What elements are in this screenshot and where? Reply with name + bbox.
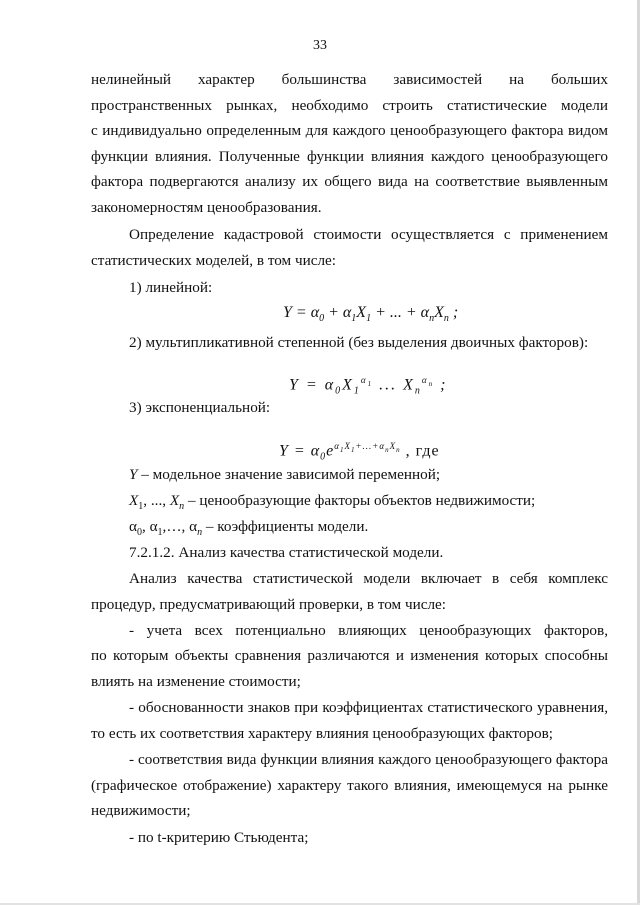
bullet-line: то есть их соответствия характеру влияния ценообразующих факторов; bbox=[91, 725, 553, 742]
paragraph-line: нелинейный характер большинства зависимостей на больших bbox=[91, 71, 608, 88]
paragraph-line: пространственных рынках, необходимо строить статистические модели bbox=[91, 97, 608, 114]
model-label: 3) экспоненциальной: bbox=[129, 399, 271, 416]
bullet-line: влиять на изменение стоимости; bbox=[91, 673, 301, 690]
formula-multiplicative: $Y = \alpha_0X_1^{\alpha_1}$ ... $X_n^{\alpha_n}$ ; bbox=[289, 375, 448, 397]
paragraph-line: фактора подвергаются анализу их общего вида на соответствие выявленным bbox=[91, 173, 608, 190]
definition-y: Y – модельное значение зависимой переменной; bbox=[129, 466, 441, 483]
definition-alpha: $\alpha_0$, $\alpha_1,\dots$, $\alpha_n$ – коэффициенты модели. bbox=[129, 518, 369, 539]
bullet-line: - учета всех потенциально влияющих ценообразующих факторов, bbox=[129, 622, 608, 639]
paragraph-line: функции влияния. Полученные функции влияния каждого ценообразующего bbox=[91, 148, 608, 165]
paragraph-line: закономерностям ценообразования. bbox=[91, 199, 322, 216]
paragraph-line: с индивидуально определенным для каждого ценообразующего фактора видом bbox=[91, 122, 608, 139]
paragraph-line: процедур, предусматривающий проверки, в том числе: bbox=[91, 596, 447, 613]
model-label: 2) мультипликативной степенной (без выделения двоичных факторов): bbox=[129, 334, 589, 351]
bullet-line: по которым объекты сравнения различаются и изменения которых способны bbox=[91, 647, 608, 664]
bullet-line: - по t-критерию Стьюдента; bbox=[129, 829, 309, 846]
section-heading: 7.2.1.2. Анализ качества статистической модели. bbox=[129, 544, 444, 561]
paragraph-line: статистических моделей, в том числе: bbox=[91, 252, 337, 269]
formula-suffix: , где bbox=[405, 442, 440, 460]
bullet-line: - обоснованности знаков при коэффициентах статистического уравнения, bbox=[129, 699, 608, 716]
definition-x: $X_1$, ..., $X_n$ – ценообразующие факторы объектов недвижимости; bbox=[129, 492, 536, 513]
paragraph-line: Определение кадастровой стоимости осуществляется с применением bbox=[129, 226, 608, 243]
bullet-line: недвижимости; bbox=[91, 802, 191, 819]
formula-linear: $Y = \alpha_0 + \alpha_1X_1$ + ... + $\alpha_nX_n$ ; bbox=[283, 304, 459, 325]
formula-exponential: $Y = \alpha_0e^{\alpha_1X_1+...+\alpha_nX_n}$ , где bbox=[279, 441, 440, 463]
paragraph-line: Анализ качества статистической модели включает в себя комплекс bbox=[129, 570, 608, 587]
model-label: 1) линейной: bbox=[129, 279, 213, 296]
page-number: 33 bbox=[313, 38, 327, 53]
bullet-line: - соответствия вида функции влияния каждого ценообразующего фактора bbox=[129, 751, 608, 768]
bullet-line: (графическое отображение) характеру такого влияния, имеющемуся на рынке bbox=[91, 777, 608, 794]
